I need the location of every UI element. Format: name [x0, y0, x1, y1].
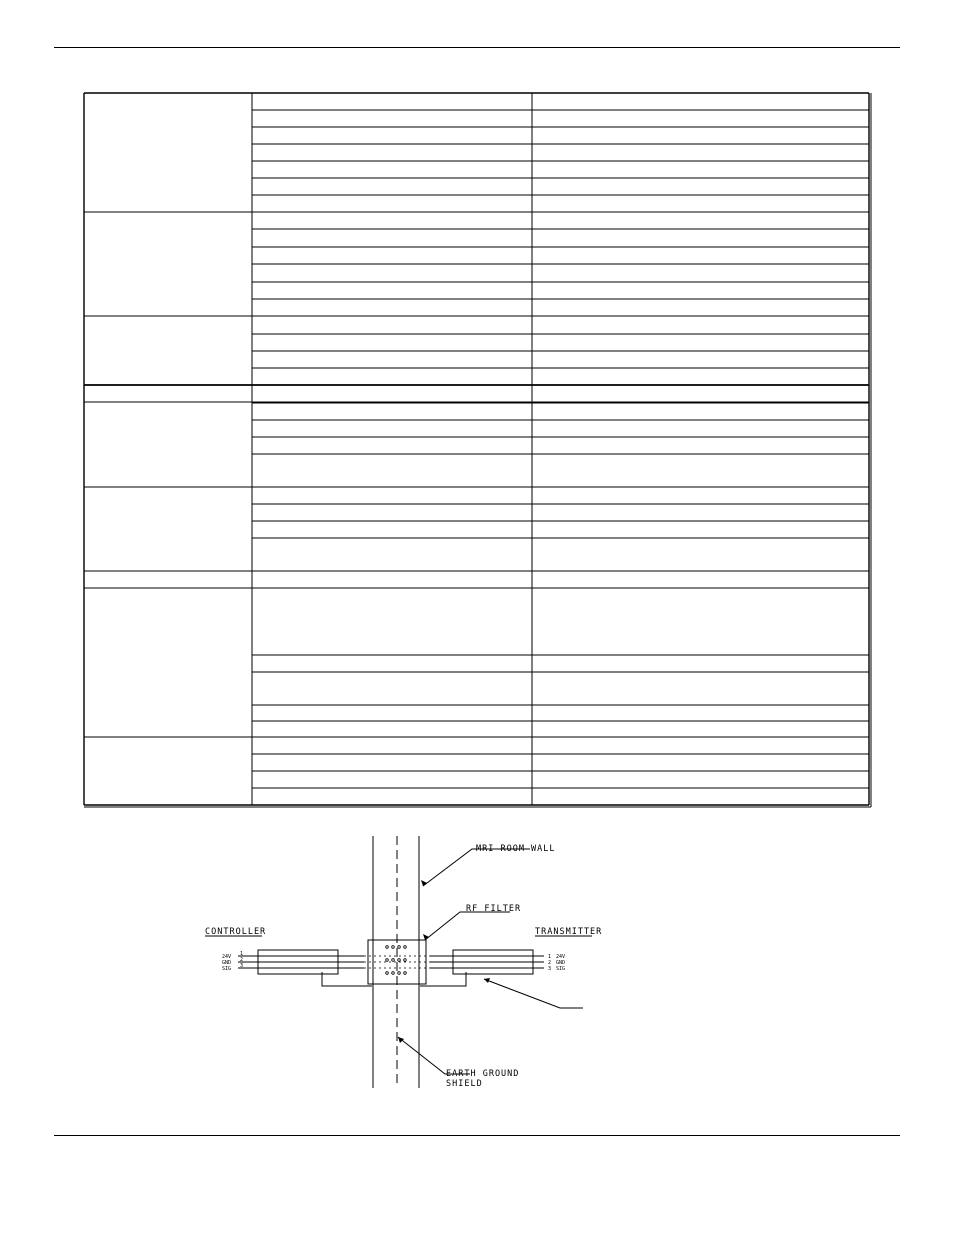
wall-label-leader: [423, 849, 530, 886]
shield-label: SHIELD: [446, 1079, 483, 1089]
transmitter-pin-signal: 24V: [556, 954, 566, 960]
footer-rule: [54, 1135, 900, 1136]
transmitter-label: TRANSMITTER: [535, 927, 603, 937]
transmitter-pin-signal: GND: [556, 960, 566, 966]
controller-pin-signal: 24V: [222, 954, 232, 960]
cable-label-leader: [484, 979, 583, 1008]
wiring-diagram: [0, 820, 954, 1120]
rf-filter-label: RF FILTER: [466, 904, 522, 914]
transmitter-pin-number: 3: [548, 966, 552, 972]
earth-ground-label: EARTH GROUND: [446, 1069, 520, 1079]
controller-pin-signal: GND: [222, 960, 232, 966]
controller-pin-number: 1: [240, 951, 244, 957]
controller-label: CONTROLLER: [205, 927, 267, 937]
transmitter-pin-number: 2: [548, 960, 552, 966]
controller-pin-number: 3: [240, 963, 244, 969]
filter-label-leader: [425, 912, 510, 940]
controller-pin-signal: SIG: [222, 966, 232, 972]
table-grid: [84, 93, 871, 807]
transmitter-pin-signal: SIG: [556, 966, 566, 972]
controller-pin-number: 2: [240, 957, 244, 963]
transmitter-pin-number: 1: [548, 954, 552, 960]
mri-room-wall-label: MRI ROOM WALL: [476, 844, 556, 854]
